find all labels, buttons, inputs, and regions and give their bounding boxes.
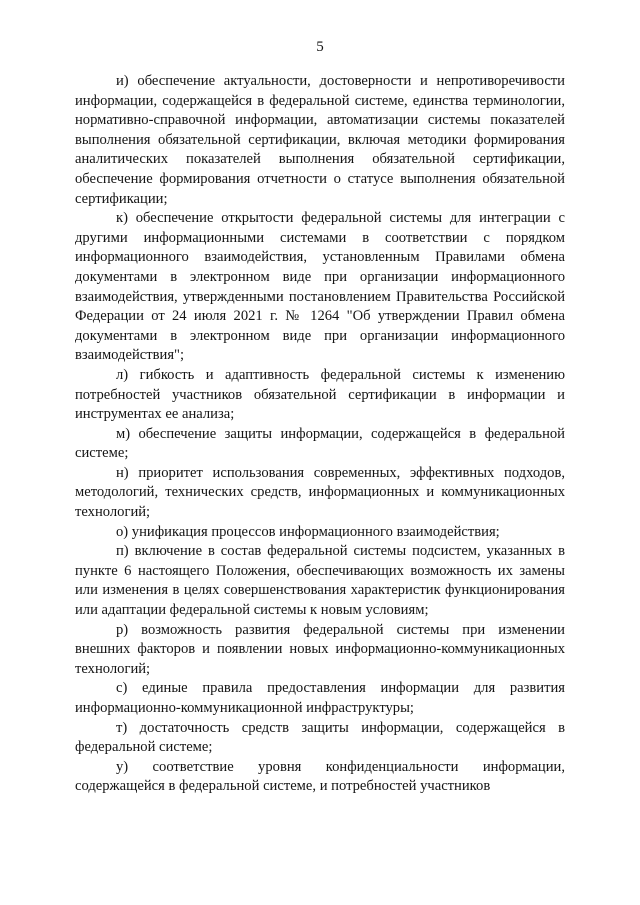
paragraph-m: м) обеспечение защиты информации, содержащейся в федеральной системе;	[75, 425, 565, 462]
paragraph-p: п) включение в состав федеральной системы подсистем, указанных в пункте 6 настоящего Положения, обеспечивающих возможность их замены или изменения в целях совершенствования характеристик функционирования или адаптации федеральной системы к новым условиям;	[75, 543, 565, 619]
page-number: 5	[316, 39, 324, 55]
paragraph-u: у) соответствие уровня конфиденциальности информации, содержащейся в федеральной системе, и потребностей участников	[75, 758, 565, 795]
paragraph-o: о) унификация процессов информационного взаимодействия;	[116, 523, 500, 540]
paragraph-l: л) гибкость и адаптивность федеральной системы к изменению потребностей участников обязательной сертификации в информации и инструментах ее анализа;	[75, 366, 565, 423]
paragraph-s: с) единые правила предоставления информации для развития информационно-коммуникационной инфраструктуры;	[75, 680, 565, 716]
document-body	[75, 72, 565, 797]
paragraph-t: т) достаточность средств защиты информации, содержащейся в федеральной системе;	[75, 719, 565, 756]
paragraph-i: и) обеспечение актуальности, достоверности и непротиворечивости информации, содержащейся в федеральной системе, единства терминологии, нормативно-справочной информации, автоматизации системы показателей выполнения обязательной сертификации, включая методики формирования аналитических показателей выполнения обязательной сертификации, обеспечение формирования отчетности о статусе выполнения обязательной сертификации;	[75, 73, 565, 207]
paragraph-n: н) приоритет использования современных, эффективных подходов, методологий, технических средств, информационных и коммуникационных технологий;	[75, 464, 565, 521]
paragraph-k: к) обеспечение открытости федеральной системы для интеграции с другими информационными системами в соответствии с порядком информационного взаимодействия, установленным Правилами обмена документами в электронном виде при организации информационного взаимодействия, утвержденными постановлением Правительства Российской Федерации от 24 июля 2021 г. № 1264 "Об утверждении Правил обмена документами в электронном виде при организации информационного взаимодействия";	[75, 210, 565, 364]
paragraph-r: р) возможность развития федеральной системы при изменении внешних факторов и появлении новых информационно-коммуникационных технологий;	[75, 621, 565, 677]
